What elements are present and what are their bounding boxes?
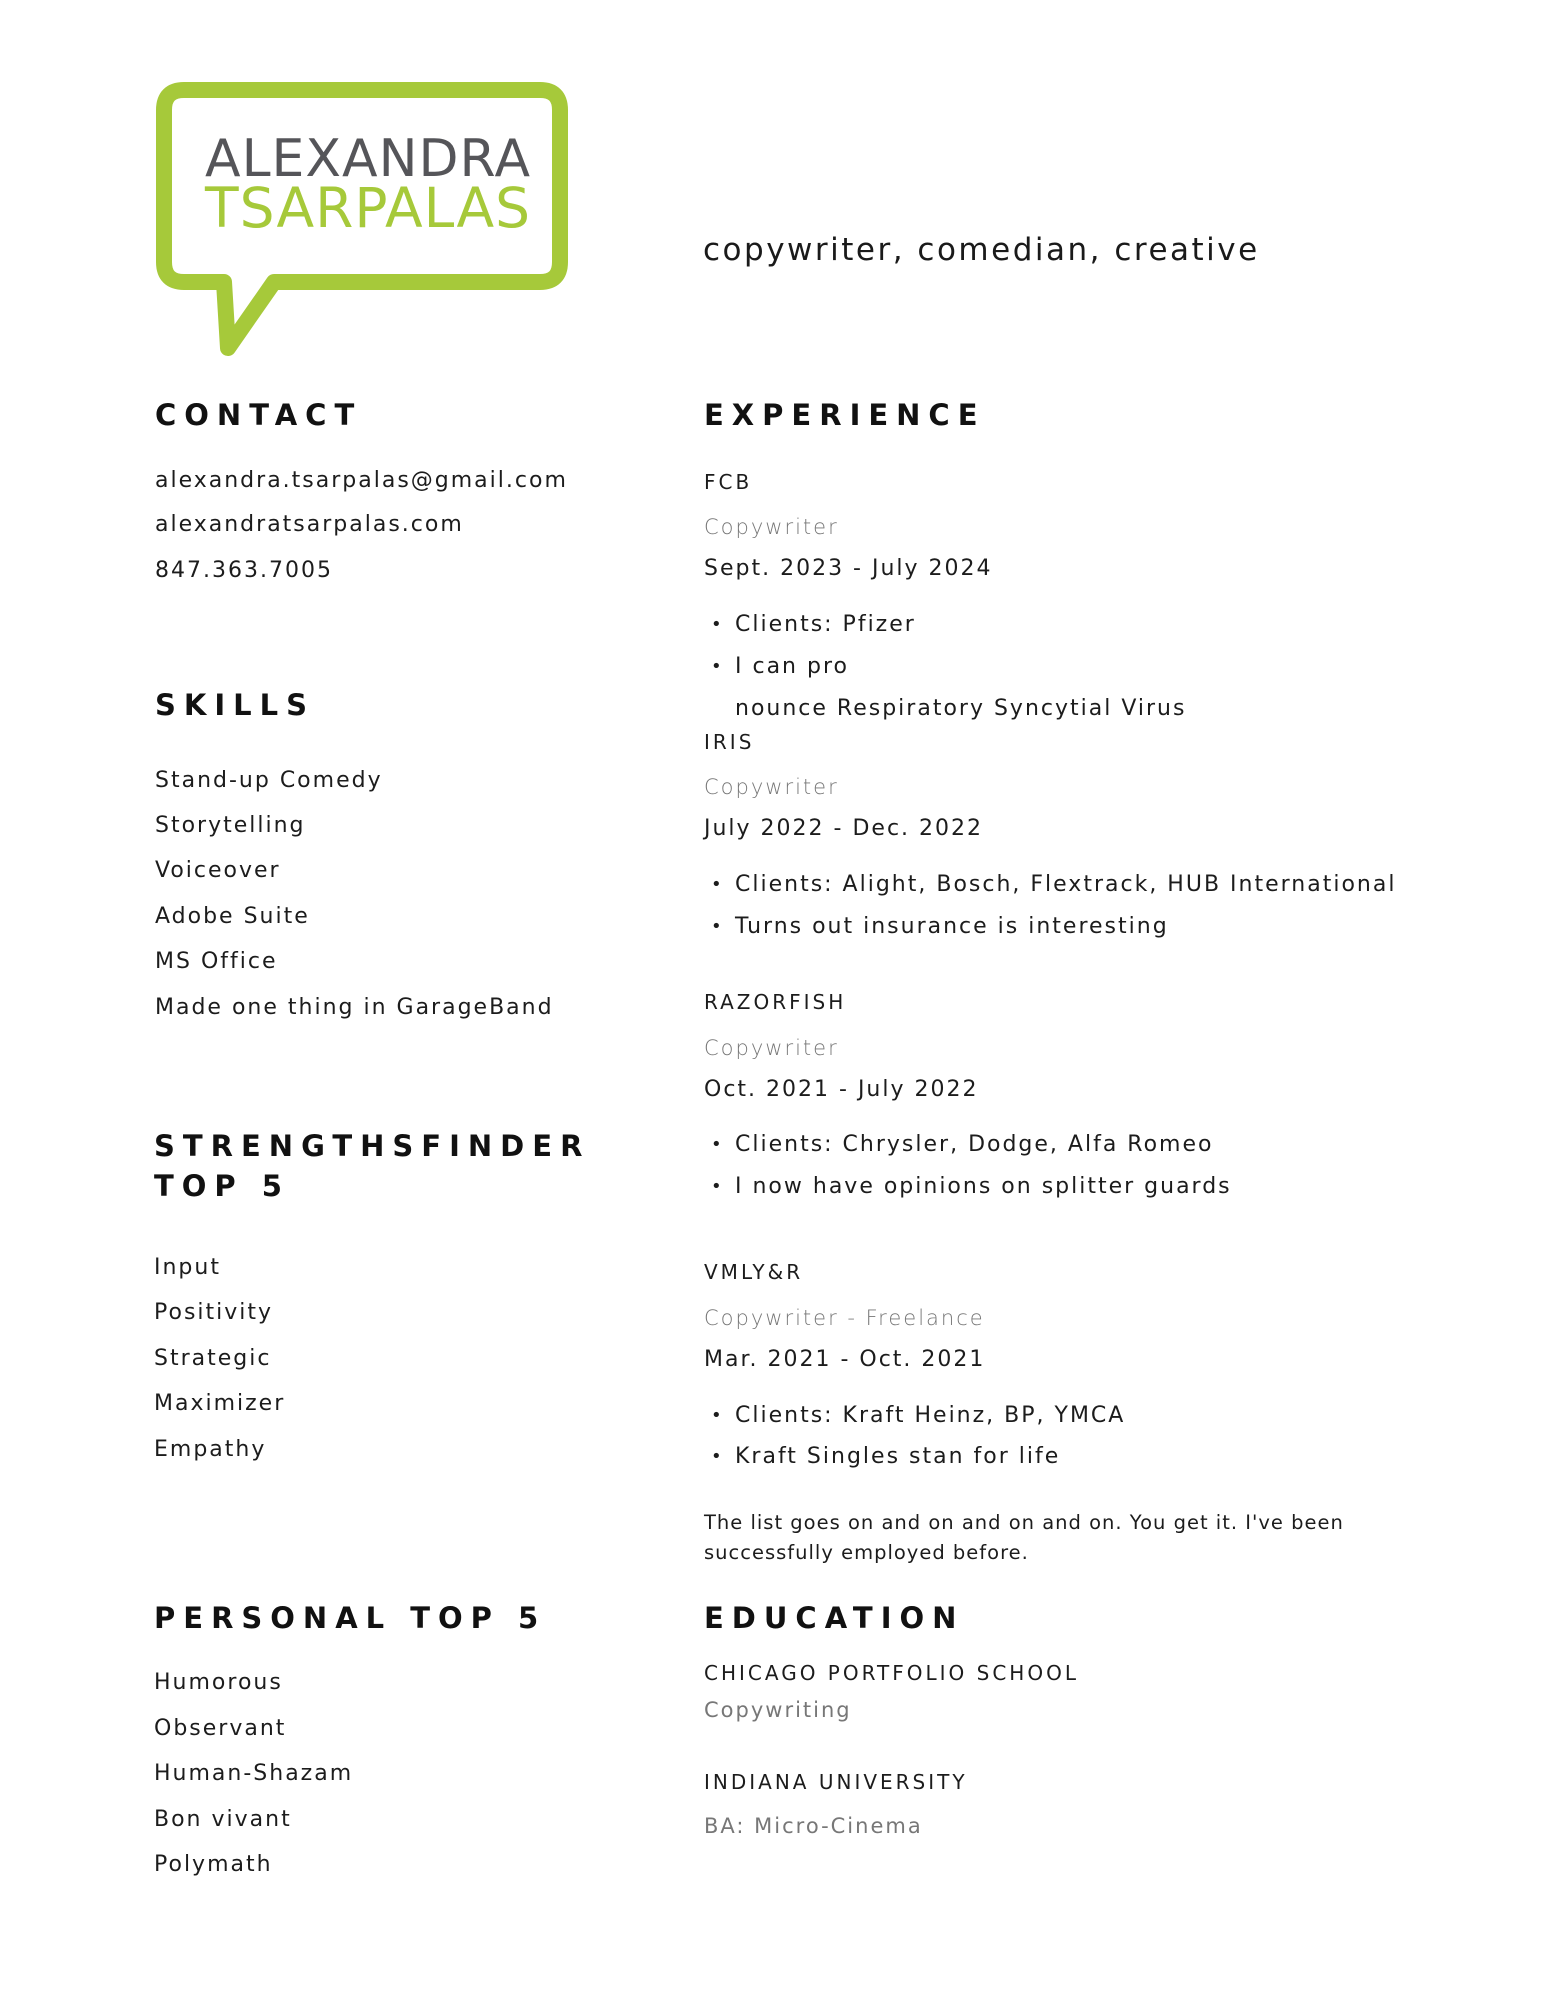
personal-heading: PERSONAL TOP 5 <box>154 1601 547 1635</box>
logo-last-name: TSARPALAS <box>205 176 532 240</box>
contact-website[interactable]: alexandratsarpalas.com <box>155 512 464 537</box>
strength-item: Empathy <box>154 1437 267 1462</box>
job-dates: Sept. 2023 - July 2024 <box>704 556 993 581</box>
job-role: Copywriter - Freelance <box>704 1306 985 1330</box>
school-name: INDIANA UNIVERSITY <box>704 1770 968 1794</box>
job-dates: Mar. 2021 - Oct. 2021 <box>704 1347 986 1372</box>
job-bullet: • Clients: Alight, Bosch, Flextrack, HUB International <box>735 872 1396 897</box>
job-bullet: • I can pro <box>735 654 849 679</box>
job-role: Copywriter <box>704 1036 839 1060</box>
job-bullet: • Clients: Pfizer <box>735 612 916 637</box>
logo-first-name: ALEXANDRA <box>205 129 532 189</box>
experience-heading: EXPERIENCE <box>704 398 986 432</box>
strength-item: Maximizer <box>154 1391 286 1416</box>
personal-item: Polymath <box>154 1852 273 1877</box>
personal-item: Observant <box>154 1716 287 1741</box>
job-bullet: • Kraft Singles stan for life <box>735 1444 1060 1469</box>
skill-item: Adobe Suite <box>155 904 310 929</box>
strength-item: Strategic <box>154 1346 272 1371</box>
skill-item: Storytelling <box>155 813 306 838</box>
experience-note: The list goes on and on and on and on. You get it. I've been successfully employed before. <box>704 1511 1344 1564</box>
personal-item: Human-Shazam <box>154 1761 354 1786</box>
contact-heading: CONTACT <box>155 398 363 432</box>
job-company: VMLY&R <box>704 1260 804 1284</box>
personal-item: Bon vivant <box>154 1807 292 1832</box>
strength-item: Input <box>154 1255 221 1280</box>
skill-item: Voiceover <box>155 858 281 883</box>
job-role: Copywriter <box>704 515 839 539</box>
job-company: FCB <box>704 470 753 494</box>
skill-item: MS Office <box>155 949 278 974</box>
school-name: CHICAGO PORTFOLIO SCHOOL <box>704 1661 1079 1685</box>
job-role: Copywriter <box>704 775 839 799</box>
job-bullet: • Clients: Kraft Heinz, BP, YMCA <box>735 1403 1125 1428</box>
job-dates: July 2022 - Dec. 2022 <box>704 816 984 841</box>
contact-email[interactable]: alexandra.tsarpalas@gmail.com <box>155 468 568 493</box>
contact-phone: 847.363.7005 <box>155 558 333 583</box>
skill-item: Made one thing in GarageBand <box>155 995 554 1020</box>
job-bullet-continuation: nounce Respiratory Syncytial Virus <box>735 696 1187 721</box>
tagline: copywriter, comedian, creative <box>703 232 1260 268</box>
education-heading: EDUCATION <box>704 1601 965 1635</box>
strengths-heading-line1: STRENGTHSFINDER <box>154 1129 591 1163</box>
job-company: RAZORFISH <box>704 990 847 1014</box>
school-program: BA: Micro-Cinema <box>704 1814 923 1838</box>
skill-item: Stand-up Comedy <box>155 768 383 793</box>
skills-heading: SKILLS <box>155 688 315 722</box>
job-dates: Oct. 2021 - July 2022 <box>704 1077 979 1102</box>
job-bullet: • I now have opinions on splitter guards <box>735 1174 1232 1199</box>
job-bullet: • Turns out insurance is interesting <box>735 914 1169 939</box>
strengths-heading-line2: TOP 5 <box>154 1169 290 1203</box>
strength-item: Positivity <box>154 1300 274 1325</box>
job-bullet: • Clients: Chrysler, Dodge, Alfa Romeo <box>735 1132 1213 1157</box>
job-company: IRIS <box>704 730 755 754</box>
personal-item: Humorous <box>154 1670 283 1695</box>
school-program: Copywriting <box>704 1698 852 1722</box>
